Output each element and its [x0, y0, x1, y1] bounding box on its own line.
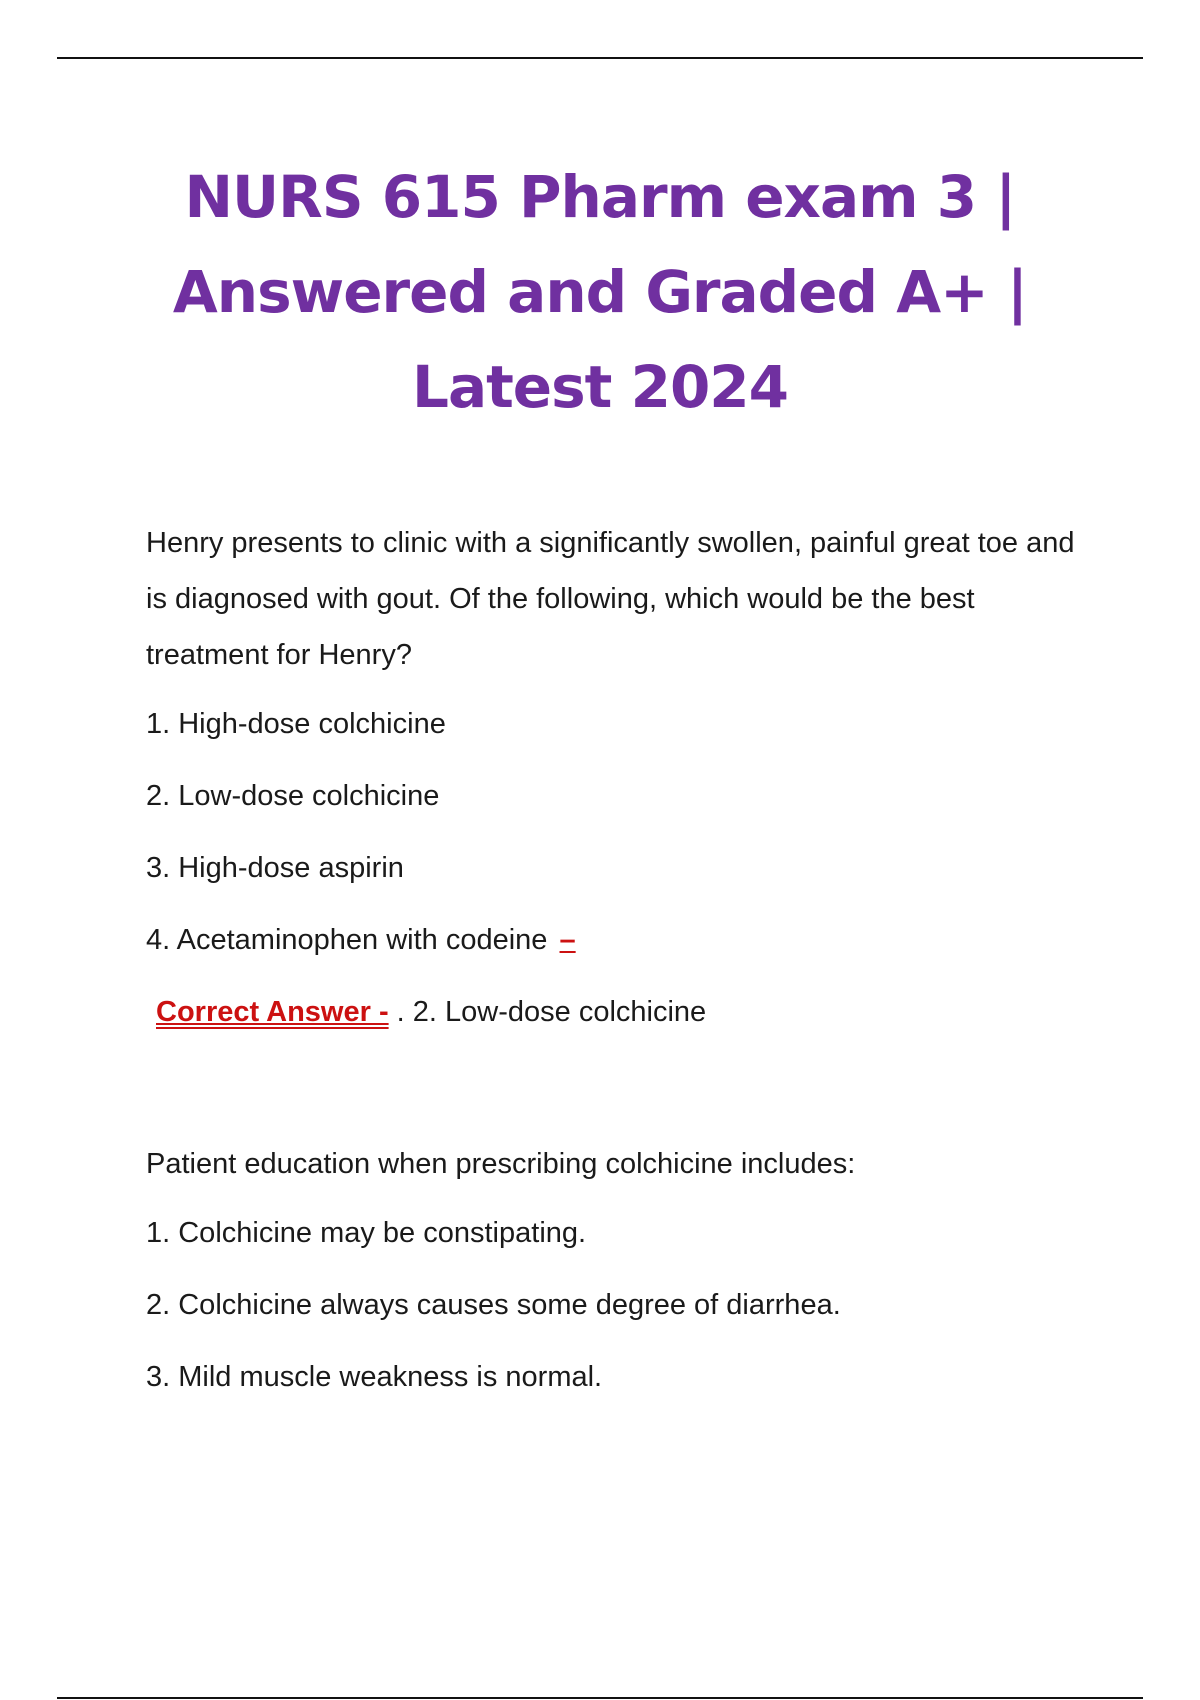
correct-answer-line	[146, 976, 1076, 1048]
option-item: 1. High-dose colchicine	[146, 708, 446, 740]
option-list	[146, 688, 1076, 976]
option-item: 3. Mild muscle weakness is normal.	[146, 1361, 603, 1393]
answer-dash-marker: –	[559, 924, 576, 956]
top-rule	[57, 57, 1143, 59]
title-line-3: Latest 2024	[411, 353, 789, 421]
option-item: 1. Colchicine may be constipating.	[146, 1217, 587, 1249]
option-item-last	[146, 904, 1076, 976]
title-line-2: Answered and Graded A+ |	[172, 258, 1028, 326]
option-item: 2. Low-dose colchicine	[146, 780, 440, 812]
question-text: Henry presents to clinic with a significantly swollen, painful great toe and is diagnosed with gout. Of the following, which would be the best treatment for Henry?	[146, 527, 1075, 671]
document-title	[100, 150, 1100, 435]
option-text: 4. Acetaminophen with codeine	[146, 924, 548, 956]
question-block-1	[146, 515, 1076, 1048]
title-line-1: NURS 615 Pharm exam 3 |	[184, 163, 1016, 231]
option-list	[146, 1197, 1076, 1413]
question-text: Patient education when prescribing colchicine includes:	[146, 1148, 856, 1180]
option-item: 2. Colchicine always causes some degree of diarrhea.	[146, 1289, 841, 1321]
correct-answer-label: Correct Answer -	[156, 996, 389, 1028]
question-block-2	[146, 1136, 1076, 1413]
correct-answer-value: . 2. Low-dose colchicine	[388, 996, 707, 1028]
bottom-rule	[57, 1697, 1143, 1699]
option-item: 3. High-dose aspirin	[146, 852, 404, 884]
